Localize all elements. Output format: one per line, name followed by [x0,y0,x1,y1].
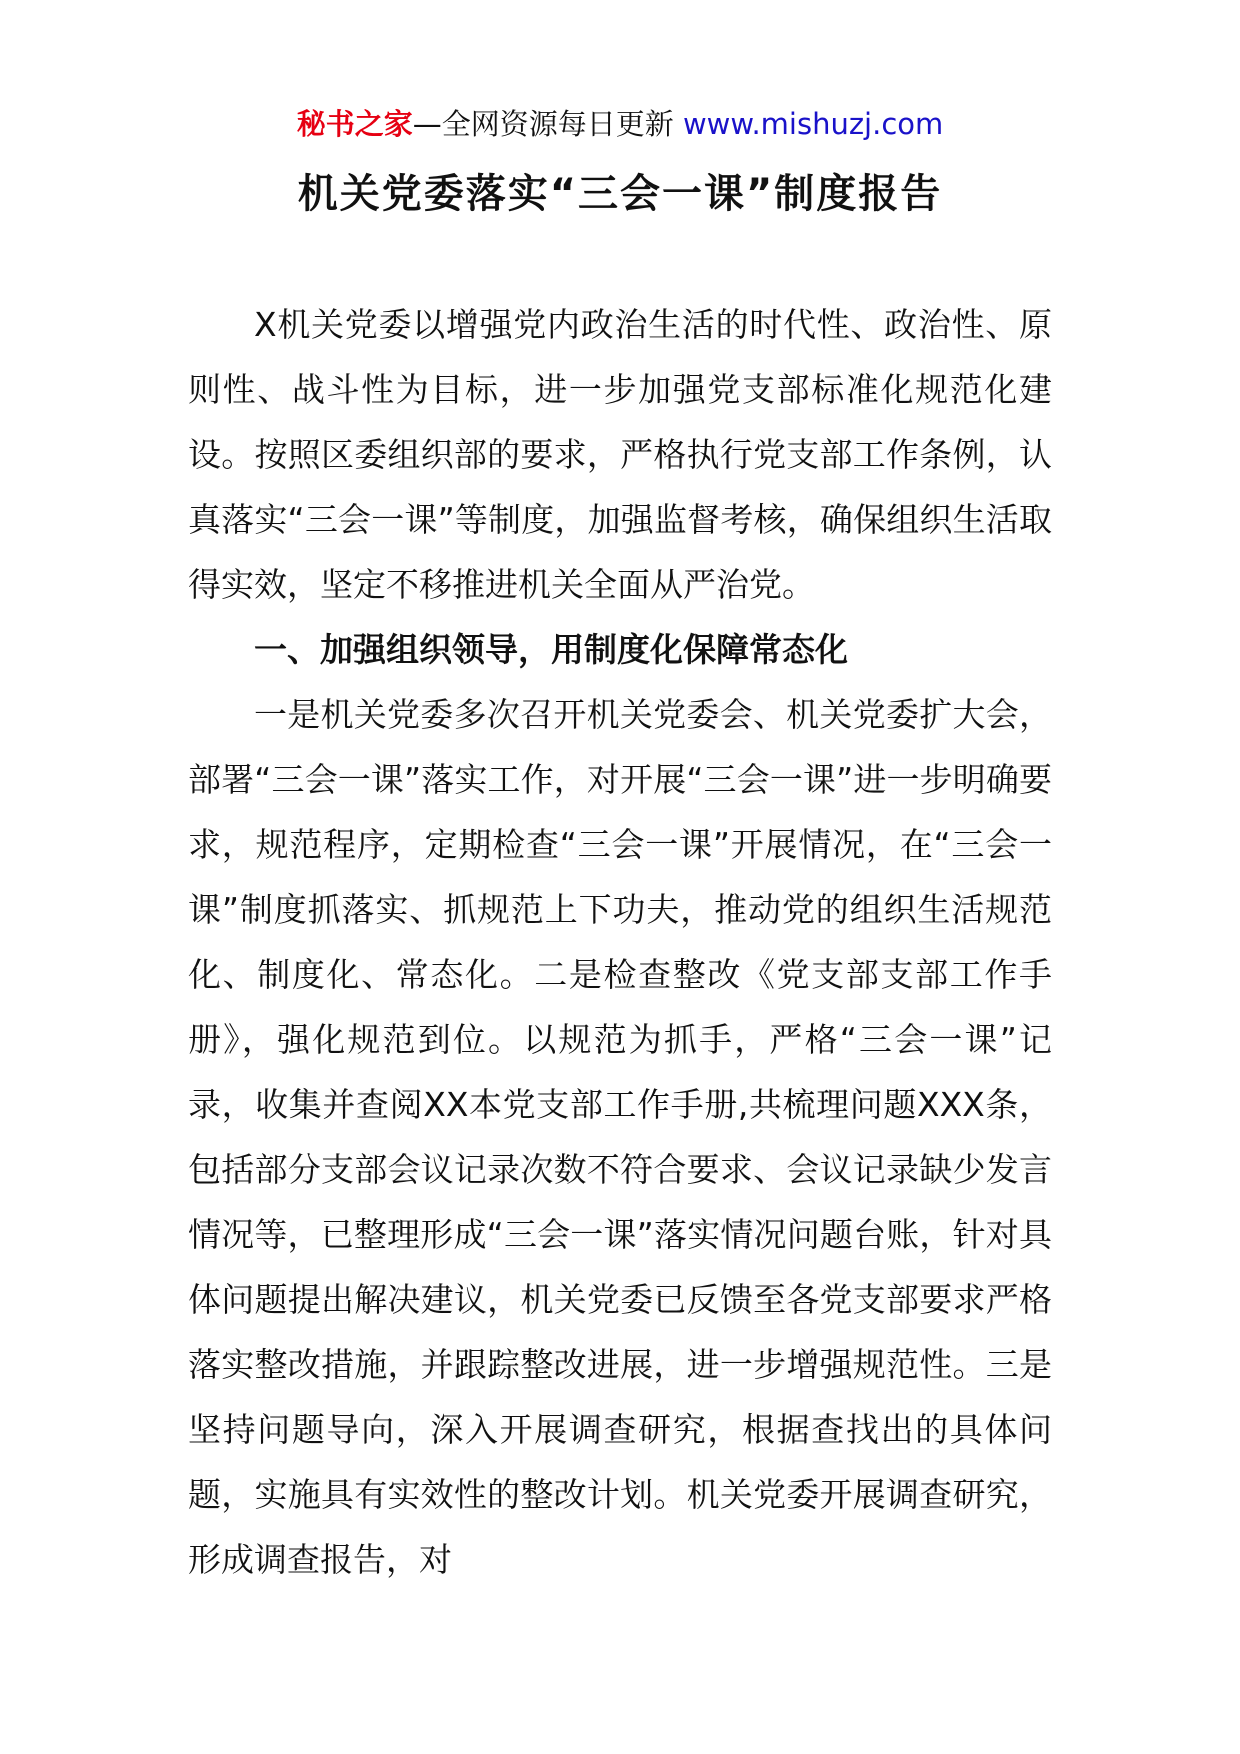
banner-slogan: —全网资源每日更新 [412,107,683,141]
intro-paragraph: X机关党委以增强党内政治生活的时代性、政治性、原则性、战斗性为目标，进一步加强党支部标准化规范化建设。按照区委组织部的要求，严格执行党支部工作条例，认真落实“三会一课”等制度，加强监督考核，确保组织生活取得实效，坚定不移推进机关全面从严治党。 [188,305,1052,604]
site-banner [0,104,1240,144]
document-body [188,292,1052,1592]
site-url-link[interactable]: www.mishuzj.com [682,107,944,141]
section-paragraph: 一是机关党委多次召开机关党委会、机关党委扩大会，部署“三会一课”落实工作，对开展“三会一课”进一步明确要求，规范程序，定期检查“三会一课”开展情况，在“三会一课”制度抓落实、抓规范上下功夫，推动党的组织生活规范化、制度化、常态化。二是检查整改《党支部支部工作手册》，强化规范到位。以规范为抓手，严格“三会一课”记录，收集并查阅XX本党支部工作手册,共梳理问题XXX条，包括部分支部会议记录次数不符合要求、会议记录缺少发言情况等，已整理形成“三会一课”落实情况问题台账，针对具体问题提出解决建议，机关党委已反馈至各党支部要求严格落实整改措施，并跟踪整改进展，进一步增强规范性。三是坚持问题导向，深入开展调查研究，根据查找出的具体问题，实施具有实效性的整改计划。机关党委开展调查研究，形成调查报告，对 [188,695,1052,1579]
document-title: 机关党委落实“三会一课”制度报告 [297,171,943,217]
section-heading: 一、加强组织领导，用制度化保障常态化 [254,630,848,669]
brand-name: 秘书之家 [296,107,413,141]
